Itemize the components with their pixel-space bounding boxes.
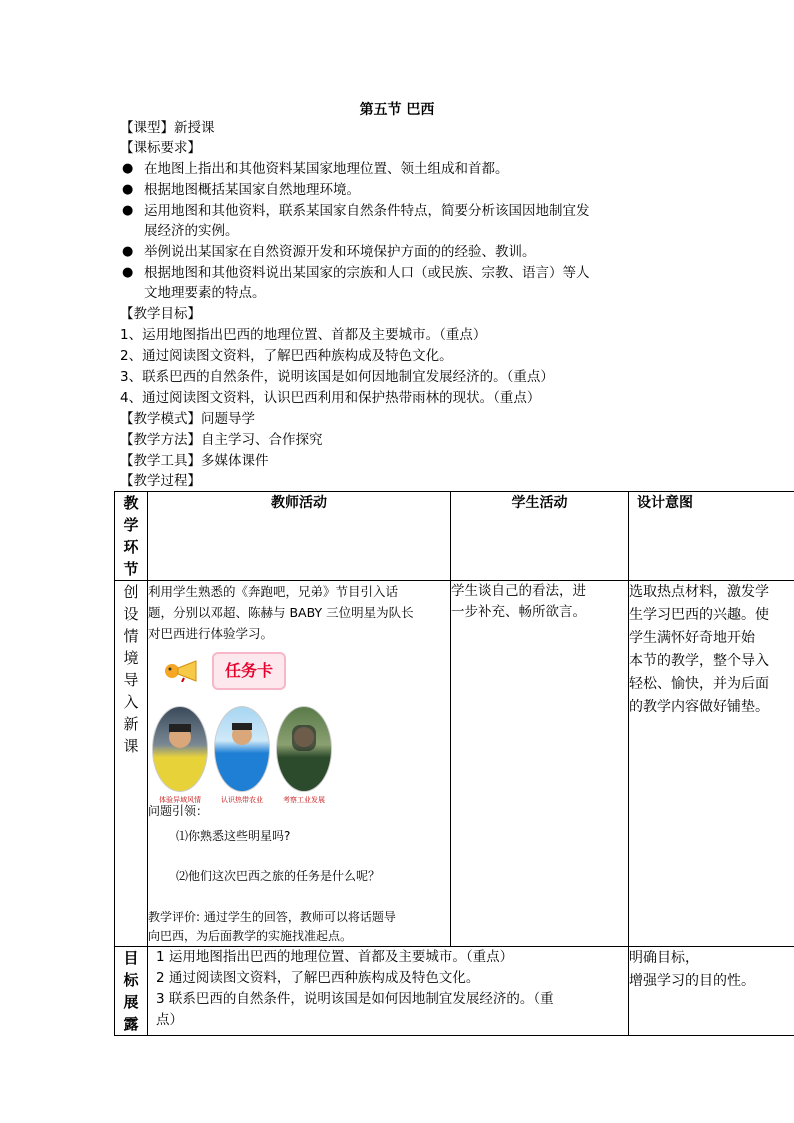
teaching-tools: 【教学工具】多媒体课件 [120,453,269,469]
stage-cell: 目 标 展 露 [115,947,148,1036]
student-activity-cell: 学生谈自己的看法，进 一步补充、畅所欲言。 [451,581,629,947]
megaphone-icon [164,660,198,682]
question-lead: 问题引领： [148,804,209,818]
evaluation-line: 教学评价: 通过学生的回答，教师可以将话题导 [148,910,396,924]
goal-item: 2、通过阅读图文资料，了解巴西种族构成及特色文化。 [120,348,453,364]
lesson-type: 【课型】新授课 [120,120,215,136]
caption-1: 体验异域风情 [159,796,201,804]
question-2: ⑵他们这次巴西之旅的任务是什么呢？ [176,869,381,883]
design-intent-cell: 选取热点材料，激发学 生学习巴西的兴趣。使 学生满怀好奇地开始 本节的教学，整个导入 轻松、愉快，并为后面 的教学内容做好铺垫。 [629,581,794,947]
process-table [114,491,794,1036]
question-1: ⑴你熟悉这些明星吗? [176,829,291,843]
bullet-icon: ● [122,265,134,280]
process-heading: 【教学过程】 [120,473,201,489]
goal-item: 3、联系巴西的自然条件，说明该国是如何因地制宜发展经济的。（重点） [120,369,554,385]
header-student: 学生活动 [451,492,629,581]
bullet-icon: ● [122,244,134,259]
header-teacher: 教师活动 [148,492,451,581]
goal-item: 1、运用地图指出巴西的地理位置、首都及主要城市。（重点） [120,327,487,343]
goals-heading: 【教学目标】 [120,306,201,322]
evaluation-line: 向巴西，为后面教学的实施找准起点。 [148,929,353,943]
header-design: 设计意图 [629,492,794,581]
teaching-mode: 【教学模式】问题导学 [120,411,255,427]
table-row [115,947,794,1036]
star-photo-2 [214,706,270,792]
table-row [115,581,794,947]
page-title: 第五节 巴西 [359,102,435,118]
star-photos [152,706,450,802]
bullet-icon: ● [122,182,134,197]
header-stage: 教 学 环 节 [115,492,148,581]
task-card-label: 任务卡 [212,652,286,690]
caption-2: 认识热带农业 [221,796,263,804]
teacher-activity-cell: 利用学生熟悉的《奔跑吧，兄弟》节目引入话 题，分别以邓超、陈赫与 BABY 三位明星为队长 对巴西进行体验学习。 任务卡 体验异域风情 认识热带农业 考察工业发展 问题引领： ⑴你熟悉这些明星吗? ⑵他们这次巴西之旅的任务是什么呢？ 教学评价: 通过学生的回答，教师可以将话题导 向巴西，为后面教学的实施找准起点。 [148,581,451,947]
bullet-icon: ● [122,203,134,218]
teaching-method: 【教学方法】自主学习、合作探究 [120,432,323,448]
star-photo-1 [152,706,208,792]
table-header-row [115,492,794,581]
star-photo-3 [276,706,332,792]
goal-item: 4、通过阅读图文资料，认识巴西利用和保护热带雨林的现状。（重点） [120,390,541,406]
goals-display-cell: 1 运用地图指出巴西的地理位置、首都及主要城市。（重点） 2 通过阅读图文资料，了解巴西种族构成及特色文化。 3 联系巴西的自然条件，说明该国是如何因地制宜发展经济的。（重 点） [148,947,629,1036]
design-intent-cell: 明确目标， 增强学习的目的性。 [629,947,794,1036]
bullet-icon: ● [122,161,134,176]
standards-heading: 【课标要求】 [120,140,201,156]
task-card-graphic [160,652,450,704]
stage-cell: 创 设 情 境 导 入 新 课 [115,581,148,947]
caption-3: 考察工业发展 [283,796,325,804]
